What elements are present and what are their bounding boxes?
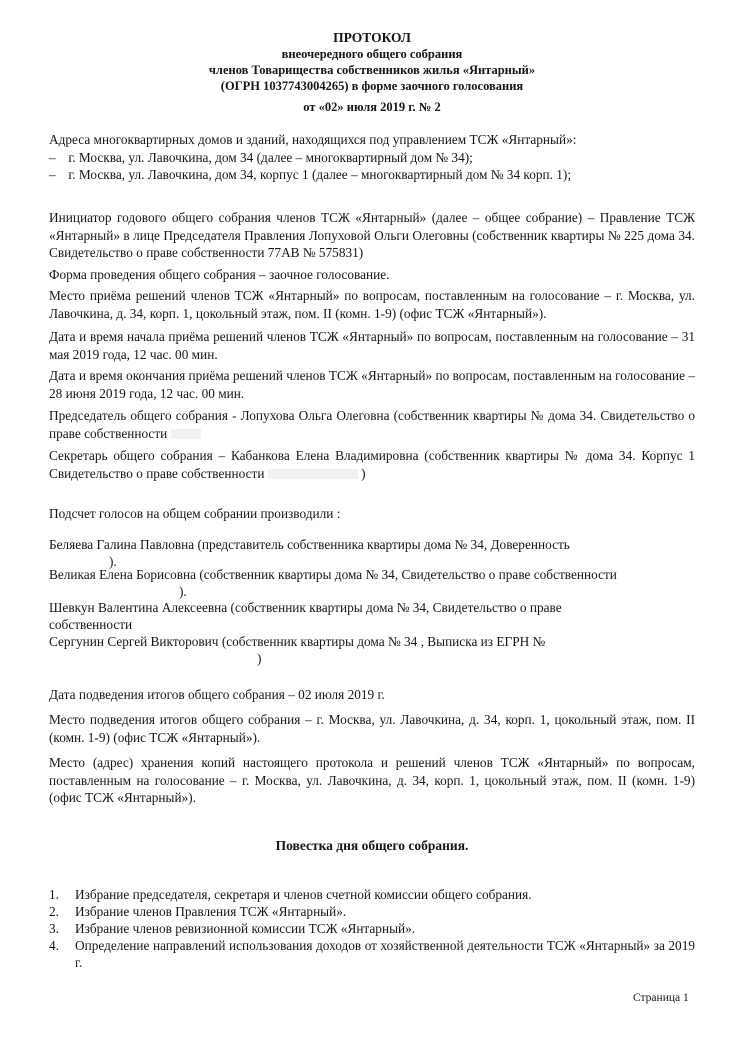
secretary-paragraph: Секретарь общего собрания – Кабанкова Елена Владимировна (собственник квартиры № дома 34. Корпус 1 Свидетельство о праве собственности ) (49, 448, 695, 481)
protocol-header (0, 30, 744, 115)
address-item: – г. Москва, ул. Лавочкина, дом 34, корпус 1 (далее – многоквартирный дом № 34 корп. 1); (49, 167, 572, 182)
counter-member: Беляева Галина Павловна (представитель собственника квартиры дома № 34, Доверенность ). (49, 537, 570, 569)
counter-member: Великая Елена Борисовна (собственник квартиры дома № 34, Свидетельство о праве собственности ). (49, 567, 617, 599)
initiator-paragraph: Инициатор годового общего собрания членов ТСЖ «Янтарный» (далее – общее собрание) – Правление ТСЖ «Янтарный» в лице Председателя Правления Лопуховой Ольги Олеговны (собственник квартиры № 225 дома 34. Свидетельство о праве собственности 77АВ № 575831) (49, 210, 695, 260)
header-line-1: внеочередного общего собрания (281, 47, 463, 61)
document-title: ПРОТОКОЛ (333, 30, 411, 45)
start-paragraph: Дата и время начала приёма решений членов ТСЖ «Янтарный» по вопросам, поставленным на голосование – 31 мая 2019 года, 12 час. 00 мин. (49, 329, 695, 362)
chairman-paragraph: Председатель общего собрания - Лопухова Ольга Олеговна (собственник квартиры № дома 34. Свидетельство о праве собственности (49, 408, 695, 441)
agenda-title: Повестка дня общего собрания. (275, 838, 469, 853)
agenda-item: 3. Избрание членов ревизионной комиссии ТСЖ «Янтарный». (49, 921, 416, 936)
agenda-item: 2. Избрание членов Правления ТСЖ «Янтарный». (49, 904, 347, 919)
addresses-intro: Адреса многоквартирных домов и зданий, находящихся под управлением ТСЖ «Янтарный»: (49, 132, 577, 147)
counter-member: Шевкун Валентина Алексеевна (собственник квартиры дома № 34, Свидетельство о праве собственности (49, 600, 562, 632)
header-line-2: членов Товарищества собственников жилья «Янтарный» (208, 63, 536, 77)
end-paragraph: Дата и время окончания приёма решений членов ТСЖ «Янтарный» по вопросам, поставленным на голосование – 28 июня 2019 года, 12 час. 00 мин. (49, 368, 695, 401)
page-number: Страница 1 (633, 992, 689, 1004)
redacted-field (268, 469, 358, 479)
form-paragraph: Форма проведения общего собрания – заочное голосование. (49, 267, 390, 282)
redacted-field (171, 429, 201, 439)
addresses-block (49, 131, 695, 184)
header-line-3: (ОГРН 1037743004265) в форме заочного голосования (220, 79, 524, 93)
agenda-list (49, 886, 695, 971)
protocol-date: от «02» июля 2019 г. № 2 (303, 100, 441, 114)
receive-place-paragraph: Место приёма решений членов ТСЖ «Янтарный» по вопросам, поставленным на голосование – г. Москва, ул. Лавочкина, д. 34, корп. 1, цокольный этаж, пом. II (комн. 1-9) (офис ТСЖ «Янтарный»). (49, 288, 695, 321)
counter-member: Сергунин Сергей Викторович (собственник квартиры дома № 34 , Выписка из ЕГРН № ) (49, 634, 546, 666)
storage-place: Место (адрес) хранения копий настоящего протокола и решений членов ТСЖ «Янтарный» по вопросам, поставленным на голосование – г. Москва, ул. Лавочкина, д. 34, корп. 1, цокольный этаж, пом. II (комн. 1-9) (офис ТСЖ «Янтарный»). (49, 755, 695, 805)
counting-intro: Подсчет голосов на общем собрании производили : (49, 506, 341, 521)
results-place: Место подведения итогов общего собрания – г. Москва, ул. Лавочкина, д. 34, корп. 1, цокольный этаж, пом. II (комн. 1-9) (офис ТСЖ «Янтарный»). (49, 712, 695, 745)
agenda-item: 4. Определение направлений использования доходов от хозяйственной деятельности ТСЖ «Янтарный» за 2019 г. (49, 938, 695, 970)
address-item: – г. Москва, ул. Лавочкина, дом 34 (далее – многоквартирный дом № 34); (49, 149, 473, 165)
results-date: Дата подведения итогов общего собрания – 02 июля 2019 г. (49, 687, 385, 702)
agenda-item: 1. Избрание председателя, секретаря и членов счетной комиссии общего собрания. (49, 887, 532, 902)
